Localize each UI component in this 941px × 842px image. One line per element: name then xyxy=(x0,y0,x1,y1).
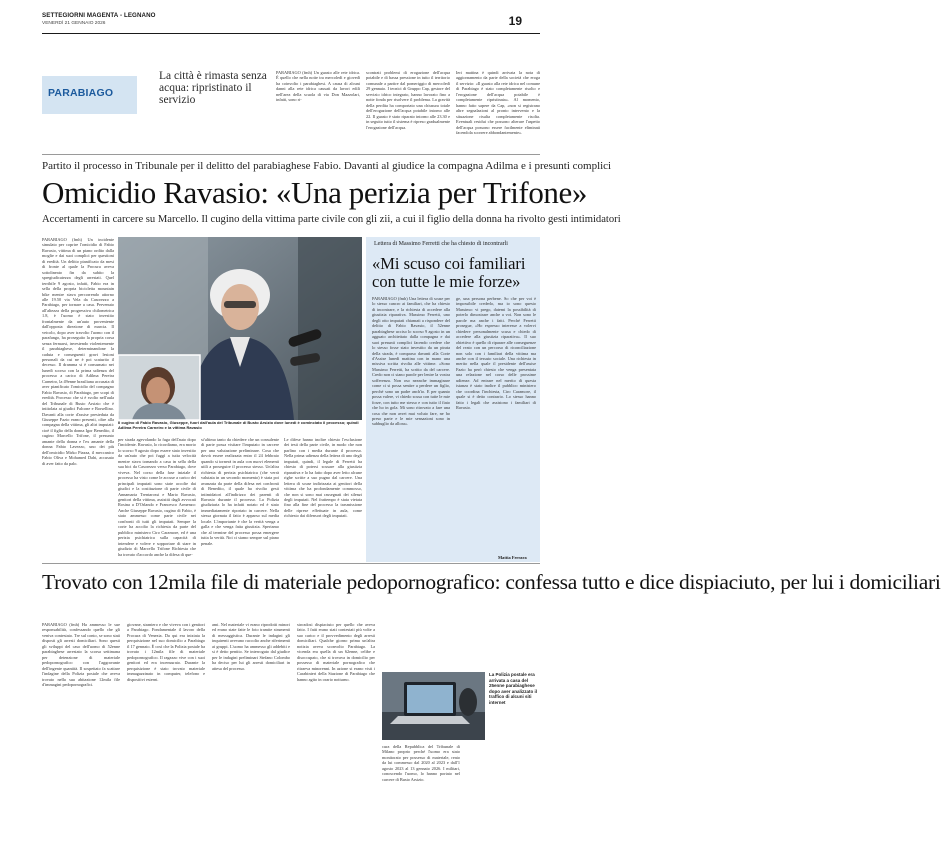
side-story-column-left: Le difese hanno inoltre chiesto l'esclusione dei testi della parte civile, in modo che non parlino con i media durante il processo. Nella prima udienza della lettera di uno degli imputati, quindi, il legale di Ferretti ha chiesto di potersi scusare alla giustizia riparativa e lo ha fatto dopo aver letto alcune righe scritte a suo pugno dal carcere. Una lettera di scuse indirizzata ai genitori della vittima che ha profondamente commosso, che non si sono mai rassegnati dei silenzi degli imputati. Nel frattempo è stata vietata fino alla fine del processo la trasmissione delle riprese effettuate in aula, come richiesto dai difensori degli imputati. xyxy=(284,437,362,519)
bottom-story-column-5: cura della Repubblica del Tribunale di Milano proprio perché l'uomo era stato monitorato per possesso di materiale, reato da lui commesso dal 2020 al 2023 e dall'1 agosto 2023 al 13 gennaio 2026. I militari, conoscendo l'uomo, lo hanno portato nel carcere di Busto Arsizio. xyxy=(382,744,460,782)
main-story-kicker: Partito il processo in Tribunale per il delitto del parabiaghese Fabio. Davanti al giudice la compagna Adilma e i presunti complici xyxy=(42,160,612,172)
header-rule xyxy=(42,33,540,34)
bottom-story-column-3: ami. Nel materiale vi erano riprodotti minori ed erano state fatte le foto tramite strumenti di messaggistica. Durante le indagini gli inquirenti avevano raccolto anche riferimenti ai gruppi. L'uomo ha ammesso gli addebiti e si è detto pentito. Se interrogato dal giudice per le indagini preliminari Stefano Colombo ha deciso per lui gli arresti domiciliari in attesa del processo. xyxy=(212,622,290,671)
side-story-column-right: ge, una persona perbene. So che per voi è impossibile crederlo, ma io sono questo Massimo: vi prego, datemi la possibilità di poterlo dimostrare anche a voi. Non sono le parole ma anche i fatti. Perché Ferretti prosegue, «Ho espresso interesse a volervi chiedere personalmente scusa e chiedo di accedere alla giustizia riparativa». Il suo obiettivo è quello di riparare alle conseguenze del reato con un percorso di riconciliazione non solo con i familiari della vittima ma anche con il tessuto sociale. Una richiesta in merito nella quale il presidente dell'assise Fazio ha però chiesto che venga presentata una relazione nel corso delle prossime udienze. Ad entrare nel merito di questa istanza è stato inoltre il pubblico ministero che coordina l'inchiesta, Ciro Caramore, il quale si è detto contrario. Lo stesso hanno fatto i legali che assistono i familiari di Ravasio. xyxy=(456,296,536,411)
section-rule xyxy=(42,154,540,155)
main-story-headline: Omicidio Ravasio: «Una perizia per Trifone» xyxy=(42,175,587,210)
page-number: 19 xyxy=(508,14,522,28)
masthead xyxy=(42,12,522,34)
top-story-column-3: Ieri mattina è quindi arrivata la nota di aggiornamento da parte della società che eroga il servizio: «Il guasto alla rete idrica nel comune di Parabiago è stato completamente risolto e l'erogazione dell'acqua potabile è completamente ripristinata». Al momento, hanno fatto sapere da Cap, «non si registrano altre segnalazioni al pronto intervento e la situazione risulta completamente risolta. Eventuali residui che possono alterare l'aspetto dell'acqua possono essere facilmente eliminati facendola scorrere abbondantemente». xyxy=(456,70,540,135)
main-story-column-2: per strada agevolando la fuga dell'auto dopo l'incidente. Ravasio, lo ricordiamo, era morto lo scorso 9 agosto dopo essere stato investito da un'auto che poi fuggì a tutta velocità mentre stava tornando a casa in sella della sua bici da Casorezzo verso Parabiago, dove viveva. Nel corso della fase iniziale il processo ha visto come le accuse a carico dei principali imputati sono state accolte dai giudici e la costituzione di parte civile di Annamaria Trentarossi e Mario Ravasio, genitori della vittima, assistiti dagli avvocati Rosina a D'Orlando e Francesco Armenzo: Anche Giuseppe Ravasio, cugino di Fabio, è stato ammesso come parte civile nei confronti di tutti gli imputati. Sempre la corte ha accolto la richiesta da parte del pubblico ministero Ciro Caramore, ed è una perizia psichiatrica sulla capacità di intendere e volere e sopportare di stare in giudizio di Marcello Trifone Richiesta che ha trovato d'accordo anche la difesa di que- xyxy=(118,437,196,557)
publication-date: VENERDÌ 21 GENNAIO 2026 xyxy=(42,21,106,26)
bottom-story-headline: Trovato con 12mila file di materiale pedopornografico: confessa tutto e dice dispiaciuto, per lui i domiciliari xyxy=(42,570,941,594)
main-story-column-3: st'ultimo tanto da chiedere che un consulente di parte possa visitare l'imputato in carcere per una valutazione preliminare. Cosa che dovrà essere realizzata entro il 24 febbraio quando si tornerà in aula con nuovi elementi utili a proseguire il processo stesso. Un'altra richiesta di perizia psichiatrica (che verrà valutata in un secondo momento) è stata poi avanzata da parte della difesa nei confronti di Benedito, il quale ha rivolto gesti intimidatori all'indirizzo dei parenti di Ravasio durante il processo. La Polizia giudiziaria lo ha infatti notato ed è stato immediatamente riportato in carcere. Nella stessa giornata il fatto è apparso sul media locale. L'importante è che la verità venga a galla e che venga fatta giustizia. Speriamo che al termine del processo possa emergere tutta la verità. Noi ci siamo sempre sul piano penale. xyxy=(201,437,279,546)
laptop-photo-illustration xyxy=(382,672,485,740)
bottom-story-photo xyxy=(382,672,485,740)
main-story-column-1: PARABIAGO (fmh) Un incidente simulato per coprire l'omicidio di Fabio Ravasio, vittima di un piano ordito dalla moglie e dai suoi complici per questioni di eredità. Un delitto pianificato da mesi di fronte al quale la Procura aveva sottolineato fin da subito la spregiudicatezza degli arrestati. Quel terribile 9 agosto, infatti, Fabio era in sella della propria bicicletta mountain bike mentre stava percorrendo attorno alle 19.50 via Vela da Casorezzo a Parabiago, per tornare a casa. Pervenuto all'altezza della progressiva chilometrica 1.8, è l'uomo è stato investito frontalmente da un'auto proveniente dall'opposta direzione di marcia. Il veicolo, dopo aver travolto l'uomo con il parafango, ha proseguito la propria corsa senza fermarsi, investendo violentemente il parabiaghese, determinandone la caduta e conseguenti gravi lesioni personali da cui ne è poi scaturito il decesso. Il dramma si è consumato nei lunedì scorso con la prima udienza del processo a carico di Adilma Pereira Carneiro, la 49enne brasiliana accusata di aver pianificato l'omicidio del compagno Fabio Ravasio, di Parabiago, per scopi di eredità. Processo che si è svolto nell'aula del Tribunale di Busto Arsizio che è intitolata ai giudici Falcone e Borsellino. Davanti alla corte d'assise presieduta da Giuseppe Fazio erano presenti, oltre alla compagna della vittima, gli altri imputati: cioè il figlio della donna Igor Benedito, il cugino Marcello Trifone, il presunto amante della donna e l'ex amante della donna Fabio Lavezzo, uno dei più dell'omicidio Mirko Piazza, il meccanico Fabio Oliva e Mohamed Dahi, accusato di aver fatto da palo. xyxy=(42,237,114,466)
section-rule-bottom xyxy=(42,563,540,564)
section-tag xyxy=(42,76,137,114)
bottom-story-column-1: PARABIAGO (fmh) Ha ammesso le sue responsabilità, confessando quello che gli veniva contestato. Tre sul conto, se sono stati disposti gli arresti domiciliari. Sono questi gli sviluppi del caso dell'uomo di 52enne parabiaghese arrestato la scorsa settimana per detenzione di materiale pedopornografico con l'aggravante dell'ingente quantità. Il sospettato fa scattare l'indagine della Polizia postale che aveva trovato nella sua abitazione 12mila file d'immagini pedopornografici. xyxy=(42,622,120,687)
top-story-column-1: PARABIAGO (fmh) Un guasto alle rete idrica. È quello che nella notte tra mercoledì e giovedì ha coinvolto i parabiaghesi. A causa di alcuni danni alla rete idrica causati da lavori edili nell'area della scuola di via Don Mazzolari, infatti, sono ri- xyxy=(276,70,360,103)
courtroom-photo-illustration xyxy=(118,237,362,420)
main-story-photo xyxy=(118,237,362,420)
side-story-headline: «Mi scuso coi familiari con tutte le mie forze» xyxy=(372,254,526,291)
section-label: PARABIAGO xyxy=(48,87,114,99)
main-story-subheadline: Accertamenti in carcere su Marcello. Il cugino della vittima parte civile con gli zii, a cui il figlio della donna ha rivolto gesti intimidatori xyxy=(42,214,621,225)
bottom-story-column-2: giovane, straniero e che viveva con i genitori a Parabiago. Fondamentale il lavoro della Procura di Venezia. Da qui era iniziata la perquisizione nel suo domicilio a Parabiago il 17 gennaio. È così che la Polizia postale ha trovato i 12mila file di materiale pedopornografico. Il ragazzo vive con i suoi genitori ed era incensurato. Durante la perquisizione è stato trovato materiale immagazzinato in computer, telefono e dispositivi esterni. xyxy=(127,622,205,682)
main-story-photo-caption: Il cugino di Fabio Ravasio, Giuseppe, fuori dall'aula del Tribunale di Busto Arsizio dove lunedì è cominciato il processo; quindi Adilma Pereira Carneiro e la vittima Ravasio xyxy=(118,420,359,430)
top-story-column-2: scontrati problemi di erogazione dell'acqua potabile e di bassa pressione in tutto il territorio comunale a partire dal pomeriggio di mercoledì 29 gennaio. I tecnici di Gruppo Cap, gestore del servizio idrico integrato, hanno lavorato fino a notte fonda per risolvere il problema. La gravità della perdita ha comportato una chiusura totale dell'erogazione dell'acqua potabile intorno alle 22. Il guasto è stato riparato intorno alle 23.30 e in seguito tutto il sistema è ripreso gradualmente l'erogazione dell'acqua. xyxy=(366,70,450,130)
side-story-kicker: Lettera di Massimo Ferretti che ha chiesto di incontrarli xyxy=(374,241,508,247)
publication-name: SETTEGIORNI MAGENTA - LEGNANO xyxy=(42,12,156,19)
top-story-headline: La città è rimasta senza acqua: ripristinato il servizio xyxy=(159,70,267,106)
side-story-author: Mattia Ferrara xyxy=(498,555,527,560)
bottom-story-photo-caption: La Polizia postale era arrivata a casa del 25enne parabiaghese dopo aver analizzato il traffico di alcuni siti internet xyxy=(489,672,538,705)
bottom-story-column-4: strozdosi dispiaciuto per quello che aveva fatto. I fatti erano stati contestati più volte a suo carico e il provvedimento degli arresti domiciliari. Qualche giorno prima un'altra notizia aveva sconvolto Parabiago. La vicenda era quella di un 62enne, celibe e disoccupato, che si trovava in domicilio per possesso di materiale pornografico che ritraeva minorenni. In azione si erano visti i Carabinieri della Stazione di Parabiago che hanno agito in orario notturno. xyxy=(297,622,375,682)
side-story-column-mid: PARABIAGO (fmh) Una lettera di scuse per lo stesso cancro ai familiari, che ha chiesto di incontrare, e la richiesta di accedere alla giustizia riparativa. Massimo Ferretti, uno degli otto imputati chiamati a rispondere del delitto di Fabio Ravasio, il 52enne parabiaghese ucciso lo scorso 9 agosto in un agguato architettato dalla compagna e dai suoi presunti complici facendo credere che lo stesso fosse stato investito da un pirata della strada, è comparso davanti alla Corte d'Assise lunedì mattina con in mano una missiva scritta rivolta alle vittime. «Sono Massimo Ferretti, ha scritto da del carcere. Credo non ci siano parole per lenire la vostra sofferenza. Non oso neanche immaginare come ci si possa sentire a perdere un figlio, perché sono un padre anch'io. E per quanto possa valere, vi chiedo scusa con tutte le mie forze, con tutto me stesso e con tutto il fiato che ho in gola. Mi sono ritrovato a fare una cosa che non avrei mai voluto fare, ne ho preso parte e le mie sensazioni sono in subbuglio da allora». xyxy=(372,296,450,427)
